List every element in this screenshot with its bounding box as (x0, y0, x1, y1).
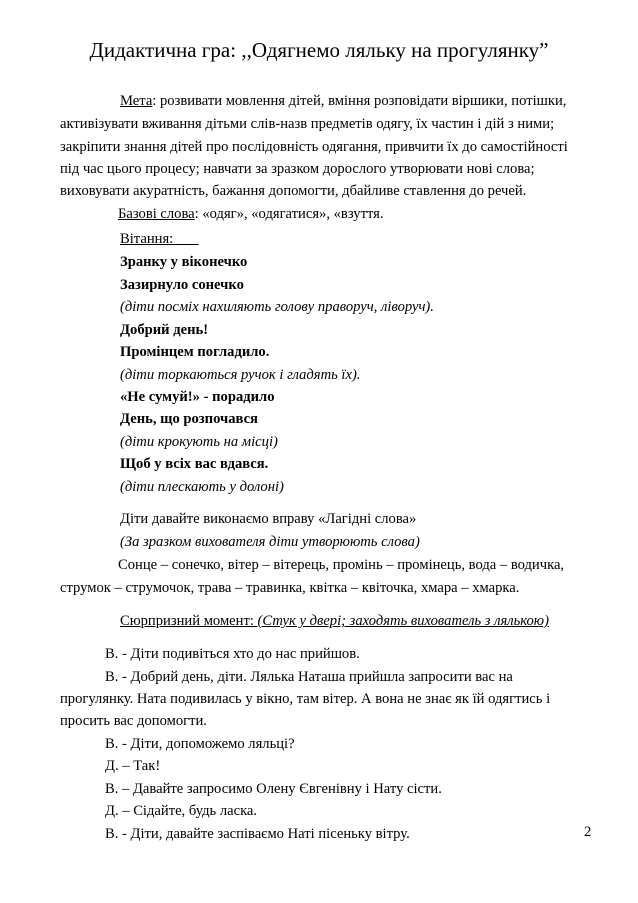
base-words-label: Базові слова (118, 206, 195, 222)
greeting-line-8: День, що розпочався (120, 411, 258, 427)
exercise-intro: Діти давайте виконаємо вправу «Лагідні слова» (120, 511, 417, 527)
dialogue-line-5: В. - Діти, допоможемо ляльці? (105, 736, 295, 752)
dialogue-line-6: Д. – Так! (105, 758, 161, 774)
greeting-line-7: «Не сумуй!» - порадило (120, 389, 275, 405)
page-number: 2 (584, 824, 592, 840)
goal-line-1 (120, 92, 566, 110)
dialogue-line-9: В. - Діти, давайте заспіваємо Наті пісеньку вітру. (105, 826, 410, 842)
dialogue-line-3: прогулянку. Ната подивилась у вікно, там вітер. А вона не знає як їй одягтись і (60, 691, 551, 707)
greeting-line-10: Щоб у всіх вас вдався. (120, 456, 269, 472)
dialogue-line-8: Д. – Сідайте, будь ласка. (105, 803, 258, 819)
exercise-instruction: (За зразком вихователя діти утворюють слова) (120, 534, 420, 550)
greeting-line-2: Зазирнуло сонечко (120, 277, 244, 293)
exercise-words-1: Сонце – сонечко, вітер – вітерець, промінь – промінець, вода – водичка, (118, 557, 565, 573)
base-words-line (118, 205, 384, 223)
dialogue-line-1: В. - Діти подивіться хто до нас прийшов. (105, 646, 360, 662)
dialogue-line-2: В. - Добрий день, діти. Лялька Наташа прийшла запросити вас на (105, 669, 513, 685)
greeting-line-4: Добрий день! (120, 322, 209, 338)
greeting-label: Вітання: (120, 231, 174, 247)
page-title: Дидактична гра: ,,Одягнемо ляльку на прогулянку” (89, 38, 549, 62)
base-words-text: : «одяг», «одягатися», «взуття. (194, 206, 384, 222)
dialogue-line-4: просить вас допомогти. (60, 713, 207, 729)
goal-line-3: закріпити знання дітей про послідовність одягання, привчити їх до самостійності (60, 139, 568, 155)
goal-label: Мета (120, 93, 153, 109)
goal-line-4: під час цього процесу; навчати за зразком дорослого утворювати нові слова; (60, 161, 535, 177)
goal-line-2: активізувати вживання дітьми слів-назв предметів одягу, їх частин і дій з ними; (60, 116, 555, 132)
greeting-line-11: (діти плескають у долоні) (120, 479, 284, 495)
greeting-line-6: (діти торкаються ручок і гладять їх). (120, 367, 361, 383)
greeting-line-1: Зранку у віконечко (120, 254, 248, 270)
goal-line-5: виховувати акуратність, бажання допомогти, дбайливе ставлення до речей. (60, 183, 527, 199)
surprise-line (120, 612, 549, 630)
greeting-line-3: (діти посміх нахиляють голову праворуч, ліворуч). (120, 299, 434, 315)
surprise-text: (Стук у двері; заходять вихователь з лялькою) (253, 613, 549, 629)
dialogue-line-7: В. – Давайте запросимо Олену Євгенівну і Нату сісти. (105, 781, 442, 797)
surprise-label: Сюрпризний момент: (120, 613, 254, 629)
goal-text-1: : розвивати мовлення дітей, вміння розповідати віршики, потішки, (152, 93, 567, 109)
greeting-line-5: Промінцем погладило. (120, 344, 270, 360)
exercise-words-2: струмок – струмочок, трава – травинка, квітка – квіточка, хмара – хмарка. (60, 580, 520, 596)
greeting-line-9: (діти крокують на місці) (120, 434, 278, 450)
